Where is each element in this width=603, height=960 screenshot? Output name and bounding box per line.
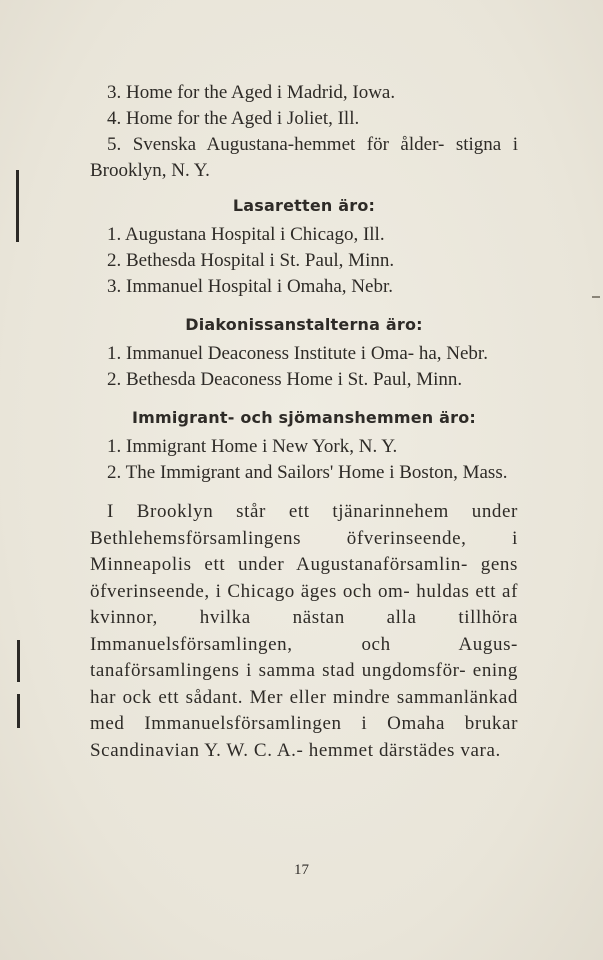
list-item: 2. Bethesda Hospital i St. Paul, Minn. bbox=[107, 250, 395, 271]
list-item: 3. Home for the Aged i Madrid, Iowa. bbox=[107, 82, 396, 103]
list-item: 1. Augustana Hospital i Chicago, Ill. bbox=[107, 224, 385, 245]
section-heading-deaconess: Diakonissanstalterna äro: bbox=[185, 315, 423, 334]
margin-tick bbox=[592, 296, 600, 298]
list-item: 1. Immanuel Deaconess Institute i Oma- ha, Nebr. bbox=[107, 343, 488, 364]
page-number: 17 bbox=[294, 862, 309, 878]
margin-mark-lower-2 bbox=[17, 694, 20, 728]
section-heading-immigrant: Immigrant- och sjömanshemmen äro: bbox=[131, 408, 477, 427]
list-item: 5. Svenska Augustana-hemmet för ålder- stigna i Brooklyn, N. Y. bbox=[90, 134, 518, 181]
body-paragraph: I Brooklyn står ett tjänarinnehem under Bethlehemsförsamlingens öfverinseende, i Minneapolis ett under Augustanaförsamlin- gens öfverinseende, i Chicago äges och om- huldas ett af kvinnor, hvilka nästan alla tillhöra Immanuelsförsamlingen, och Augus- tanaförsamlingens i samma stad ungdomsför- ening har ock ett sådant. Mer eller mindre sammanlänkad med Immanuelsförsamlingen i Omaha brukar Scandinavian Y. W. C. A.- hemmet därstädes vara. bbox=[90, 501, 518, 761]
list-item: 3. Immanuel Hospital i Omaha, Nebr. bbox=[107, 276, 393, 297]
section-heading-hospitals: Lasaretten äro: bbox=[232, 196, 376, 215]
margin-mark-lower-1 bbox=[17, 640, 20, 682]
list-item: 4. Home for the Aged i Joliet, Ill. bbox=[107, 108, 360, 129]
margin-mark-upper bbox=[16, 170, 19, 242]
list-item: 2. The Immigrant and Sailors' Home i Boston, Mass. bbox=[107, 462, 508, 483]
text-column bbox=[90, 80, 518, 764]
list-item: 1. Immigrant Home i New York, N. Y. bbox=[107, 436, 398, 457]
list-item: 2. Bethesda Deaconess Home i St. Paul, Minn. bbox=[107, 369, 463, 390]
